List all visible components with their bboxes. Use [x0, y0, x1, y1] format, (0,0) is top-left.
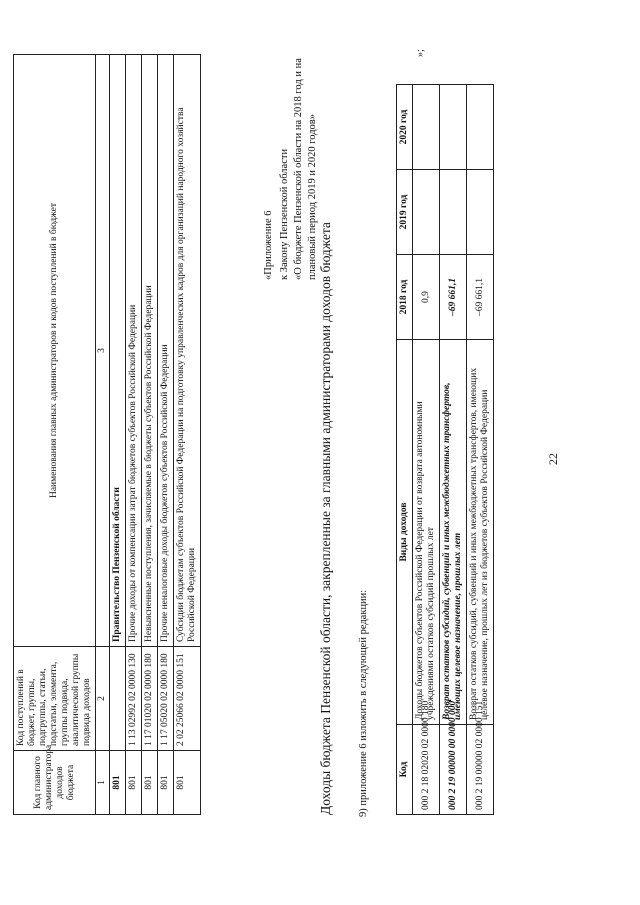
row-value-2018: –69 661,1	[440, 255, 467, 340]
column-index: 1	[96, 751, 110, 815]
row-admin-code: 801	[158, 751, 174, 815]
appendix-line: «О бюджете Пензенской области на 2018 год и на	[293, 58, 304, 280]
table-row	[110, 55, 126, 815]
row-value-2018: 0,9	[413, 255, 440, 340]
row-name: Невыясненные поступления, зачисляемые в бюджеты субъектов Российской Федерации	[142, 55, 158, 647]
income-types-table	[396, 84, 494, 815]
row-name: Правительство Пензенской области	[110, 55, 126, 647]
header-2018: 2018 год	[397, 255, 413, 340]
row-name: Возврат остатков субсидий, субвенций и иных межбюджетных трансфертов, имеющих целевое назначение, прошлых лет из бюджетов субъектов Российской Федерации	[467, 340, 494, 725]
table-header-row	[397, 85, 413, 815]
appendix-title: «Приложение 6	[263, 210, 274, 280]
row-name: Возврат остатков субсидий, субвенций и иных межбюджетных трансфертов, имеющих целевое назначение, прошлых лет	[440, 340, 467, 725]
header-2020: 2020 год	[397, 85, 413, 170]
row-admin-code: 801	[174, 751, 201, 815]
row-value-2019	[467, 170, 494, 255]
row-receipt-code	[110, 647, 126, 751]
row-admin-code: 801	[110, 751, 126, 815]
row-code: 000 2 19 00000 00 0000 000	[440, 725, 467, 815]
row-receipt-code: 1 17 05020 02 0000 180	[158, 647, 174, 751]
row-name: Субсидии бюджетам субъектов Российской Федерации на подготовку управленческих кадров для организаций народного хозяйства Российской Федерации	[174, 55, 201, 647]
column-index: 3	[96, 55, 110, 647]
row-receipt-code: 2 02 25066 02 0000 151	[174, 647, 201, 751]
row-value-2019	[413, 170, 440, 255]
row-receipt-code: 1 13 02992 02 0000 130	[126, 647, 142, 751]
row-admin-code: 801	[126, 751, 142, 815]
row-receipt-code: 1 17 01020 02 0000 180	[142, 647, 158, 751]
row-name: Прочие доходы от компенсации затрат бюджетов субъектов Российской Федерации	[126, 55, 142, 647]
main-title: Доходы бюджета Пензенской области, закрепленные за главными администраторами доходов бюджета	[318, 222, 333, 815]
header-receipt-code: Код поступлений в бюджет, группы, подгруппы, статьи, подстатьи, элемента, группы подвида, аналитической группы подвида доходов	[14, 647, 96, 751]
row-value-2020	[413, 85, 440, 170]
row-name: Доходы бюджетов субъектов Российской Федерации от возврата автономными учреждениями остатков субсидий прошлых лет	[413, 340, 440, 725]
header-admin-code: Код главного администратора доходов бюджета	[14, 751, 96, 815]
row-value-2019	[440, 170, 467, 255]
row-name: Прочие неналоговые доходы бюджетов субъектов Российской Федерации	[158, 55, 174, 647]
header-2019: 2019 год	[397, 170, 413, 255]
header-name: Наименования главных администраторов и кодов поступлений в бюджет	[14, 55, 96, 647]
table-row	[440, 85, 467, 815]
table-row	[467, 85, 494, 815]
row-value-2020	[467, 85, 494, 170]
appendix-line: к Закону Пензенской области	[279, 148, 290, 280]
header-code: Код	[397, 725, 413, 815]
appendix-line: плановый период 2019 и 2020 годов»	[307, 114, 318, 280]
table-row	[174, 55, 201, 815]
header-income-type: Виды доходов	[397, 340, 413, 725]
column-index: 2	[96, 647, 110, 751]
row-value-2020	[440, 85, 467, 170]
column-index-row	[96, 55, 110, 815]
table-row	[126, 55, 142, 815]
row-admin-code: 801	[142, 751, 158, 815]
row-code: 000 2 18 02020 02 0000 180	[413, 725, 440, 815]
table-row	[413, 85, 440, 815]
administrators-table	[13, 54, 201, 815]
row-value-2018: –69 661,1	[467, 255, 494, 340]
row-code: 000 2 19 00000 02 0000 151	[467, 725, 494, 815]
closing-quote-mark: »;	[415, 49, 426, 57]
table-row	[142, 55, 158, 815]
table-row	[158, 55, 174, 815]
page-number: 22	[546, 453, 560, 465]
amendment-text: 9) приложение 6 изложить в следующей редакции:	[358, 589, 369, 817]
table-header-row	[14, 55, 96, 815]
